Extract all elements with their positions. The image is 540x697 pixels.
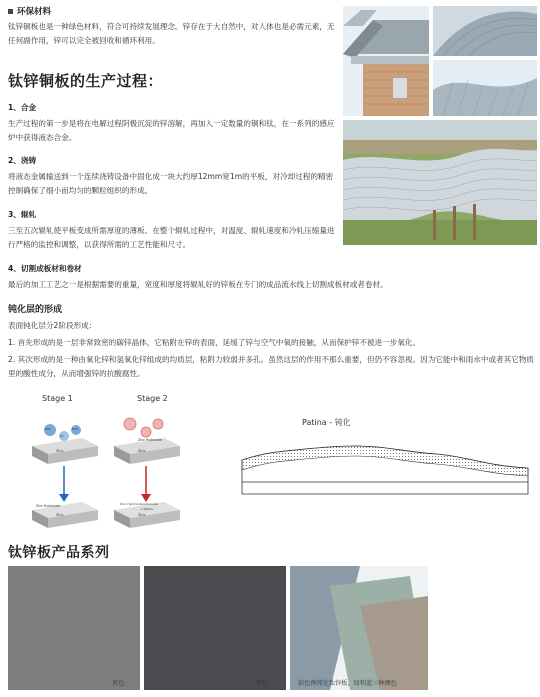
co2-molecule-icon — [124, 418, 136, 430]
roof-photo — [343, 6, 429, 116]
swatch-black — [144, 566, 286, 690]
co2-label: CO₂ — [45, 427, 51, 431]
step-2-body: 将液态金属输送到一个连续浇铸设备中固化成一块大约厚12mm宽1m的平板，对冷却过程的精密控制确保了细小而均匀的颗粒组织的形成。 — [8, 172, 334, 195]
swatch-color — [290, 566, 428, 690]
hydroxide-label: Zinc Hydroxide — [36, 504, 61, 508]
step-1-body: 生产过程的第一步是将在电解过程阴极沉淀的锌溶解，再加入一定数量的铜和钛，在一系列的感应炉中获得液态合金。 — [8, 119, 335, 142]
swatch-color-label: 彩色预钝化钛锌板，绿和蓝三种颜色 — [298, 680, 397, 687]
patina-diagram-label: Patina - 钝化 — [302, 418, 351, 427]
products-title: 钛锌板产品系列 — [8, 545, 110, 561]
eco-title: 环保材料 — [17, 7, 52, 17]
patina-point-2: 2. 其次形成的是一种由氧化锌和氢氧化锌组成的均质层，粘附力较弱并多孔。虽然这层的作用不那么重要，但仍不容忽视。因为它能中和雨水中或者其它物质里的酸性成分，从而增强锌的抗酸腐性。 — [8, 355, 535, 378]
o2-label: O₂ — [60, 434, 64, 438]
step-3-body: 三至五次辊轧使平板变成所需厚度的薄板。在整个辊轧过程中，对温度、辊轧速度和冷轧压缩量进行严格的监控和调整，以获得所需的工艺性能和尺寸。 — [8, 226, 335, 249]
production-title: 钛锌铜板的生产过程： — [8, 72, 164, 90]
swatch-grey — [8, 566, 140, 690]
zinc-label: Zinc — [138, 449, 146, 453]
wave-roof-photo — [433, 60, 537, 116]
curved-roof-photo — [433, 6, 537, 56]
h2o-label: H₂O — [72, 427, 78, 431]
bullet-square-icon — [8, 9, 13, 14]
eco-heading — [8, 5, 51, 17]
patina-plus-label: + Patina — [140, 507, 153, 511]
zinc-label: Zinc — [56, 449, 64, 453]
patina-title: 钝化层的形成 — [8, 305, 63, 315]
step-3-title: 3、辊轧 — [8, 210, 37, 219]
swatch-grey-fill — [8, 566, 140, 690]
hydroxidecarbonate-label: Zinc Hydroxidecarbonate — [120, 502, 158, 506]
o2-molecule-icon — [141, 427, 151, 437]
hydroxide-label: Zinc Hydroxide — [138, 438, 163, 442]
stage-2-label: Stage 2 — [137, 394, 168, 403]
stage-diagram — [12, 408, 212, 533]
zinc-label: Zinc — [138, 513, 146, 517]
step-4-title: 4、切割成板材和卷材 — [8, 264, 82, 273]
h2o-molecule-icon — [153, 419, 163, 429]
patina-cross-section — [236, 428, 534, 500]
stage-1-label: Stage 1 — [42, 394, 73, 403]
swatch-black-label: 黑色 — [256, 680, 269, 687]
step-1-title: 1、合金 — [8, 103, 37, 112]
zinc-label: Zinc — [56, 513, 64, 517]
aerial-roof-photo — [343, 120, 537, 245]
step-4-body: 最后的加工工艺之一是根据需要的重量，宽度和厚度将辊轧好的锌板在专门的成品流水线上切割成板材或者卷材。 — [8, 280, 388, 289]
step-2-title: 2、浇铸 — [8, 156, 37, 165]
patina-intro: 表面钝化层分2阶段形成： — [8, 321, 97, 330]
patina-point-1: 1. 首先形成的是一层非常致密的碳锌晶体，它粘附在锌的表面，延缓了锌与空气中氧的接触，从而保护锌不被进一步氧化。 — [8, 338, 421, 347]
swatch-grey-label: 灰色 — [112, 680, 125, 687]
stage-1-block — [32, 438, 98, 464]
eco-body: 钛锌铜板也是一种绿色材料，符合可持续发展理念。锌存在于大自然中，对人体也是必需元素，无任何副作用，锌可以完全被回收和循环利用。 — [8, 22, 335, 45]
